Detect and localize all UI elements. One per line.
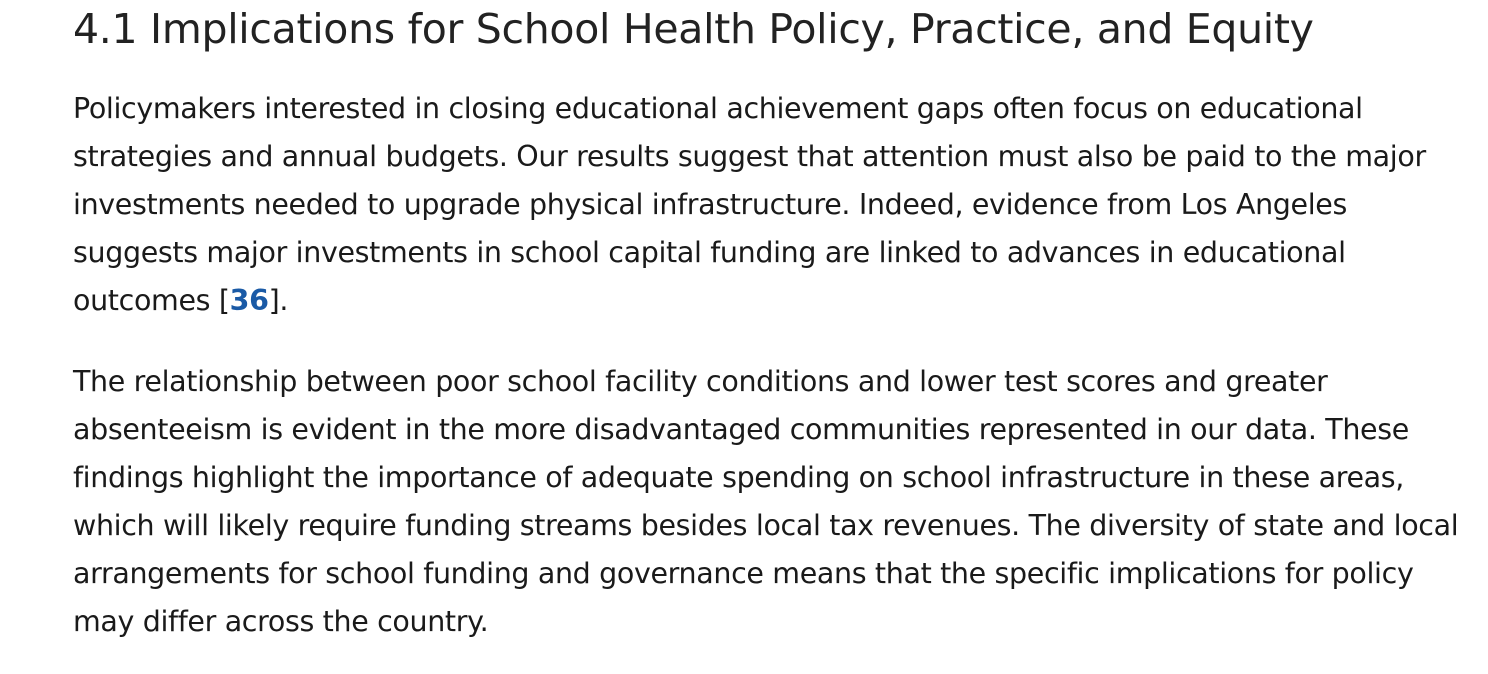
article-section (73, 0, 1463, 646)
paragraph-2: The relationship between poor school facility conditions and lower test scores and greater absenteeism is evident in the more disadvantaged communities represented in our data. These findings highlight the importance of adequate spending on school infrastructure in these areas, which will likely require funding streams besides local tax revenues. The diversity of state and local arrangements for school funding and governance means that the specific implications for policy may differ across the country. (73, 365, 1459, 638)
section-heading: 4.1 Implications for School Health Policy, Practice, and Equity (73, 5, 1314, 53)
citation-link-36[interactable]: 36 (229, 284, 269, 317)
paragraph-1-text: Policymakers interested in closing educational achievement gaps often focus on educational strategies and annual budgets. Our results suggest that attention must also be paid to the major investments needed to upgrade physical infrastructure. Indeed, evidence from Los Angeles suggests major investments in school capital funding are linked to advances in educational outcomes (73, 92, 1426, 317)
citation-bracket-open: [ (218, 284, 230, 317)
citation-bracket-close: ]. (268, 284, 289, 317)
paragraph-1 (73, 85, 1463, 325)
